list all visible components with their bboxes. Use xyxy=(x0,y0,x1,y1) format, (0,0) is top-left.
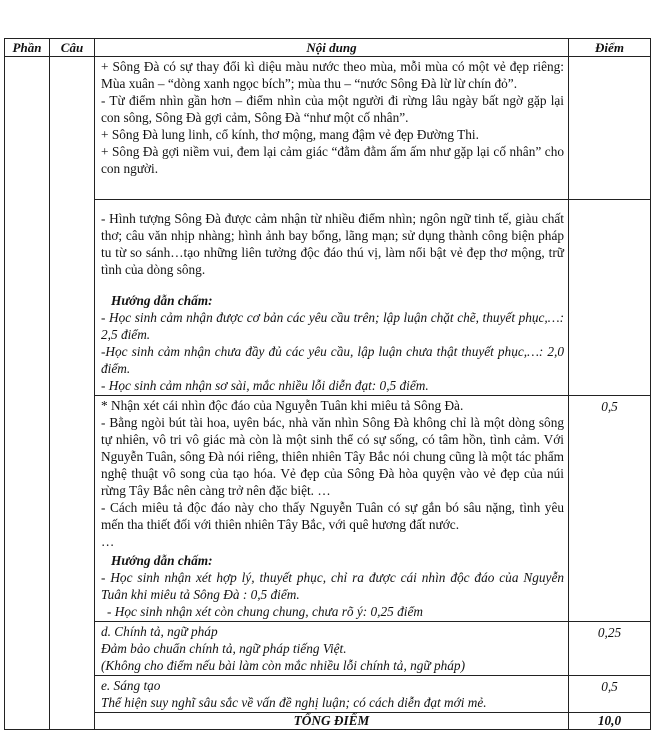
block3-guide: - Học sinh nhận xét hợp lý, thuyết phục, chỉ ra được cái nhìn độc đáo của Nguyễn Tuân khi miêu tả Sông Đà : 0,5 điểm. xyxy=(101,570,564,602)
header-noidung: Nội dung xyxy=(95,39,569,57)
block2-score xyxy=(569,200,651,396)
block5-content xyxy=(95,676,569,713)
block2-guide: -Học sinh cảm nhận chưa đầy đủ các yêu cầu, lập luận chưa thật thuyết phục,…: 2,0 điểm. xyxy=(101,344,564,376)
row-block1 xyxy=(5,57,651,200)
cau-cell xyxy=(50,57,95,730)
row-block4 xyxy=(5,622,651,676)
block5-title: e. Sáng tạo xyxy=(101,678,161,693)
block4-line: Đảm bảo chuẩn chính tả, ngữ pháp tiếng Việt. xyxy=(101,641,347,656)
block1-line: - Từ điểm nhìn gần hơn – điểm nhìn của một người đi rừng lâu ngày bất ngờ gặp lại con sông, Sông Đà gợi cảm, Sông Đà “như một cố nhân”. xyxy=(101,93,564,125)
header-cau: Câu xyxy=(50,39,95,57)
block3-content xyxy=(95,396,569,622)
phan-cell xyxy=(5,57,50,730)
block1-line: + Sông Đà có sự thay đổi kì diệu màu nước theo mùa, mỗi mùa có một vẻ đẹp riêng: Mùa xuân – “dòng xanh ngọc bích”; mùa thu – “nước Sông Đà lừ lừ chín đỏ”. xyxy=(101,59,564,91)
header-row xyxy=(5,39,651,57)
block4-title: d. Chính tả, ngữ pháp xyxy=(101,624,218,639)
block2-guide: - Học sinh cảm nhận được cơ bản các yêu cầu trên; lập luận chặt chẽ, thuyết phục,…: 2,5 điểm. xyxy=(101,310,564,342)
block1-line: + Sông Đà gợi niềm vui, đem lại cảm giác “đằm đằm ấm ấm như gặp lại cố nhân” cho con người. xyxy=(101,144,564,176)
block3-line: - Bằng ngòi bút tài hoa, uyên bác, nhà văn nhìn Sông Đà không chỉ là một dòng sông tự nhiên, vô tri vô giác mà còn là một sinh thể có sự sống, có tâm hồn, tình cảm. Với Nguyễn Tuân, sông Đà nói riêng, thiên nhiên Tây Bắc nói chung cũng là một tác phẩm nghệ thuật vô song của tạo hóa. Vẻ đẹp của Sông Đà hòa quyện vào vẻ đẹp của núi rừng Tây Bắc nên càng trở nên đặc biệt. … xyxy=(101,415,564,498)
block4-line: (Không cho điểm nếu bài làm còn mắc nhiều lỗi chính tả, ngữ pháp) xyxy=(101,658,465,673)
row-block5 xyxy=(5,676,651,713)
block3-score: 0,5 xyxy=(569,396,651,622)
block1-line: + Sông Đà lung linh, cổ kính, thơ mộng, mang đậm vẻ đẹp Đường Thi. xyxy=(101,127,479,142)
total-label: TỔNG ĐIỂM xyxy=(95,713,569,730)
grading-table xyxy=(4,38,651,730)
row-total xyxy=(5,713,651,730)
block5-line: Thể hiện suy nghĩ sâu sắc về vấn đề nghị luận; có cách diễn đạt mới mẻ. xyxy=(101,695,487,710)
total-score: 10,0 xyxy=(569,713,651,730)
block3-line: * Nhận xét cái nhìn độc đáo của Nguyễn Tuân khi miêu tả Sông Đà. xyxy=(101,398,464,413)
block3-line: - Cách miêu tả độc đáo này cho thấy Nguyễn Tuân có sự gắn bó sâu nặng, tình yêu mến tha thiết đối với thiên nhiên Tây Bắc, với quê hương đất nước. xyxy=(101,500,564,532)
block1-score xyxy=(569,57,651,200)
block2-guide: - Học sinh cảm nhận sơ sài, mắc nhiều lỗi diễn đạt: 0,5 điểm. xyxy=(101,378,429,393)
block2-guide-title: Hướng dẫn chấm: xyxy=(111,293,213,308)
block1-content xyxy=(95,57,569,200)
header-diem: Điểm xyxy=(569,39,651,57)
block3-guide-title: Hướng dẫn chấm: xyxy=(111,553,213,568)
block2-content xyxy=(95,200,569,396)
grading-table-wrapper xyxy=(4,38,650,730)
block3-guide: - Học sinh nhận xét còn chung chung, chưa rõ ý: 0,25 điểm xyxy=(107,604,423,619)
header-phan: Phần xyxy=(5,39,50,57)
block4-content xyxy=(95,622,569,676)
row-block3 xyxy=(5,396,651,622)
row-block2 xyxy=(5,200,651,396)
block2-text: - Hình tượng Sông Đà được cảm nhận từ nhiều điểm nhìn; ngôn ngữ tinh tế, giàu chất thơ; câu văn nhịp nhàng; hình ảnh bay bổng, lãng mạn; sử dụng thành công biện pháp tu từ so sánh…tạo những liên tưởng độc đáo thú vị, làm nổi bật vẻ đẹp thơ mộng, trữ tình của dòng sông. xyxy=(101,211,564,277)
block5-score: 0,5 xyxy=(569,676,651,713)
block4-score: 0,25 xyxy=(569,622,651,676)
block3-line: … xyxy=(101,534,115,549)
